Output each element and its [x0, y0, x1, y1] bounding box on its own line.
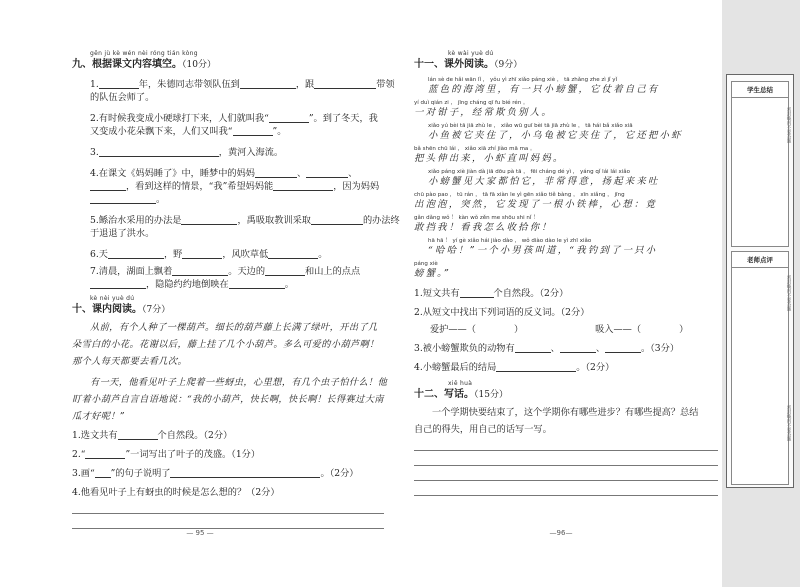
passage-hanzi-row: 小螃蟹见大家都怕它，非常得意，扬起来来吐	[428, 176, 660, 187]
writing-line[interactable]	[414, 436, 718, 451]
sec11-title: 十一、课外阅读。（9分）	[414, 59, 523, 70]
passage-hanzi-row: 小鱼被它夹住了，小乌龟被它夹住了，它还把小虾	[428, 130, 683, 141]
sec10-q1: 1.选文共有 个自然段。（2分）	[72, 430, 233, 441]
sec9-title-text: 九、根据课文内容填空。	[72, 59, 182, 70]
passage-pinyin-row: lán sè de hǎi wān lǐ ， yǒu yì zhī xiǎo páng xiè ， tā zhǎng zhe zì jǐ yǐ	[428, 77, 618, 83]
sec9-pinyin: gēn jù kè wén nèi róng tián kòng	[90, 50, 198, 57]
seal-notice: 密封线内不要答题	[786, 275, 791, 311]
sec9-q2: 2.有时候我变成小硬球打下来，人们就叫我“ ”。到了冬天，我	[90, 113, 378, 124]
sec10-q3: 3.画“ ”的句子说明了 。（2分）	[72, 468, 359, 479]
writing-line[interactable]	[414, 451, 718, 466]
sidebar-frame	[726, 74, 794, 488]
seal-notice: 密封线内不要答题	[786, 405, 791, 441]
sec9-q4c: 。	[72, 193, 384, 206]
passage-hanzi-row: 敢挡我！看我怎么收拾你！	[414, 222, 553, 233]
sec9-q1b: 的队伍会师了。	[90, 92, 155, 103]
writing-line[interactable]	[414, 481, 718, 496]
sec9-q5b: 于退退了洪水。	[90, 228, 155, 239]
sec12-pinyin: xiě huà	[448, 380, 473, 387]
sec10-title: 十、课内阅读。（7分）	[72, 304, 171, 315]
sec9-q2b: 又变成小花朵飘下来，人们又叫我“ ”。	[90, 126, 287, 137]
sec10-p2-l3: 瓜才好呢！”	[72, 411, 126, 422]
answer-line[interactable]	[72, 499, 384, 514]
right-column	[414, 50, 718, 496]
passage-pinyin-row: bǎ shēn chū lái ， xiǎo xiā zhí jiào mā ma 。	[414, 146, 536, 152]
passage-hanzi-row: 出泡泡，突然，它发现了一根小铁棒，心想：竟	[414, 199, 658, 210]
sec9-q3: 3. ，黄河入海流。	[90, 147, 284, 158]
passage-hanzi-row: 把头伸出来，小虾直叫妈妈。	[414, 153, 565, 164]
passage-pinyin-row: xiǎo yú bèi tā jiā zhù le ， xiǎo wū guī bèi tā jiā zhù le ， tā hái bǎ xiǎo xiā	[428, 123, 633, 129]
student-summary-box[interactable]	[731, 81, 789, 247]
sec10-p2-l1: 有一天，他看见叶子上爬着一些蚜虫，心里想，有几个虫子怕什么！他	[90, 377, 388, 388]
sec11-q1: 1.短文共有 个自然段。（2分）	[414, 288, 569, 299]
sec10-p1-l3: 那个人每天都要去看几次。	[72, 356, 188, 367]
sec12-p2: 自己的得失，用自己的话写一写。	[414, 424, 552, 435]
sec10-q4: 4.他看见叶子上有蚜虫的时候是怎么想的？（2分）	[72, 487, 280, 498]
sec10-p2-l2: 盯着小葫芦自言自语地说：“我的小葫芦，快长啊，快长啊！长得赛过大南	[72, 394, 384, 405]
sec10-p1-l1: 从前，有个人种了一棵葫芦。细长的葫芦藤上长满了绿叶，开出了几	[90, 322, 378, 333]
passage-hanzi-row: 蓝色的海湾里，有一只小螃蟹，它仗着自己有	[428, 84, 660, 95]
sec10-q2: 2.“ ”一词写出了叶子的茂盛。（1分）	[72, 449, 261, 460]
sec9-q6: 6.天 ，野 ，风吹草低 。	[90, 249, 328, 260]
passage-hanzi-row: 螃蟹。”	[414, 268, 452, 279]
teacher-comment-box[interactable]	[731, 251, 789, 485]
sec12-title: 十二、写话。（15分）	[414, 389, 508, 400]
sec11-pinyin: kè wài yuè dú	[448, 50, 494, 57]
sec11-q4: 4.小螃蟹最后的结局 。（2分）	[414, 362, 615, 373]
sec11-q3: 3.被小螃蟹欺负的动物有 、 、 。（3分）	[414, 343, 680, 354]
student-summary-label: 学生总结	[732, 82, 788, 98]
grading-sidebar	[722, 0, 800, 587]
sec9-q5: 5.鲧治水采用的办法是 ，禹吸取教训采取 的办法终	[90, 215, 400, 226]
sec11-passage	[414, 76, 718, 283]
passage-pinyin-row: gǎn dǎng wǒ ！ kàn wǒ zěn me shōu shi nǐ ！	[414, 215, 539, 221]
sec9-q7: 7.清晨，湖面上飘着 。天边的 和山上的点点	[90, 266, 361, 277]
writing-line[interactable]	[414, 466, 718, 481]
sec9-q4b: ，看到这样的情景，“我”希望妈妈能 ，因为妈妈	[72, 180, 384, 193]
passage-pinyin-row: yí duì qián zi ， jīng cháng qī fu bié rén 。	[414, 100, 529, 106]
passage-pinyin-row: chū pào pao ， tū rán ， tā fā xiàn le yì gēn xiǎo tiě bàng ， xīn xiǎng ， jīng	[414, 192, 625, 198]
passage-hanzi-row: 一对钳子，经常欺负别人。	[414, 107, 553, 118]
passage-hanzi-row: “哈哈！”一个小男孩叫道，“我钓到了一只小	[428, 245, 658, 256]
teacher-comment-label: 老师点评	[732, 252, 788, 268]
seal-notice: 密封线内不要答题	[786, 107, 791, 143]
passage-pinyin-row: páng xiè	[414, 261, 438, 267]
sec10-p1-l2: 朵雪白的小花。花谢以后，藤上挂了几个小葫芦。多么可爱的小葫芦啊！	[72, 339, 379, 350]
answer-line[interactable]	[72, 514, 384, 529]
sec9-q4: 4.在课文《妈妈睡了》中，睡梦中的妈妈 、 、	[90, 168, 358, 179]
sec9-points: （10分）	[182, 60, 216, 70]
passage-pinyin-row: xiǎo páng xiè jiàn dà jiā dōu pà tā ， fēi cháng dé yì ， yáng qǐ lái lái xiǎo	[428, 169, 631, 175]
sec9-q7b: ，隐隐约约地倒映在 。	[72, 278, 384, 291]
page-number-left: — 95 —	[186, 529, 214, 537]
sec11-q2b: 爱护——（ ） 吸入——（ ）	[430, 324, 689, 335]
sec12-p1: 一个学期快要结束了，这个学期你有哪些进步？有哪些提高？总结	[432, 407, 699, 418]
sec9-q1: 1. 年，朱德同志带领队伍到 ，跟 带领	[90, 79, 395, 90]
passage-pinyin-row: hā hā ！ yí gè xiǎo hái jiào dào ， wǒ diào dào le yì zhī xiǎo	[428, 238, 592, 244]
sec9-title	[72, 58, 384, 72]
sec10-pinyin: kè nèi yuè dú	[90, 295, 135, 302]
left-column	[72, 50, 400, 529]
right-page	[400, 0, 722, 587]
sec11-q2: 2.从短文中找出下列词语的反义词。（2分）	[414, 307, 590, 318]
page-number-right: —96—	[549, 529, 573, 537]
